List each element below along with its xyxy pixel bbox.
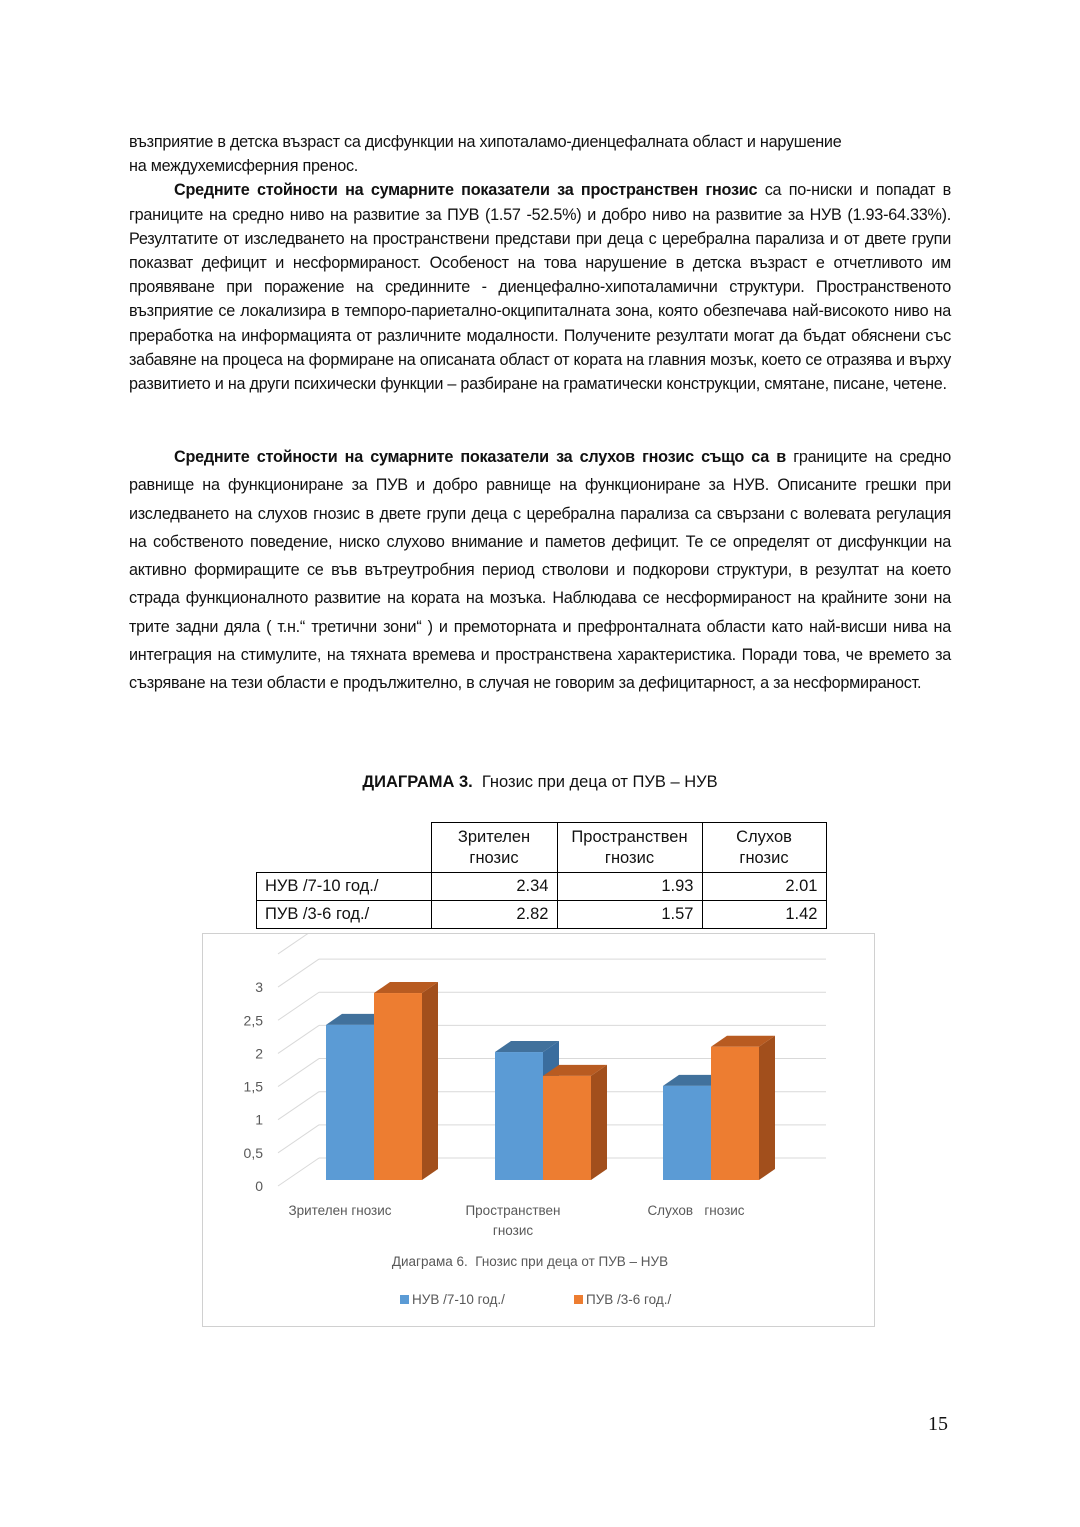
row-label: ПУВ /3-6 год./ [257,901,432,929]
paragraph-1-line-2: на междухемисферния пренос. [129,157,359,176]
gridline-side [278,959,319,987]
gridline-side [278,992,319,1020]
table-header-auditory [702,823,826,873]
legend-label: ПУВ /3-6 год./ [586,1292,672,1307]
table-cell: 1.57 [557,901,702,929]
table-row [257,873,827,901]
paragraph-2-text: са по-ниски и попадат в границите на средно ниво на развитие за ПУВ (1.57 -52.5%) и добро ниво на развитие за НУВ (1.93-64.33%). Резултатите от изследването на пространствени представи при деца с церебрална парализа и от двете групи показват дефицит и несформираност. Особеност на това нарушение в детска възраст е отчетливото им проявяване при поражение на срединните - диенцефално-хипоталамични структури. Пространственото възприятие се локализира в темпоро-париетално-окципиталната зона, която обезпечава най-високото ниво на преработка на информацията от различните модалности. Получените резултати могат да бъдат обяснени със забавяне на процеса на формиране на описаната област от кората на главния мозък, което се отразява и върху развитието и на други психически функции – разбиране на граматически конструкции, смятане, писане, четене. [129,181,951,394]
header-line: гнозис [604,849,655,867]
paragraph-1 [129,130,951,178]
table-cell: 1.93 [557,873,702,901]
legend-label: НУВ /7-10 год./ [412,1292,505,1307]
bar-chart [203,934,874,1326]
table-corner-cell [257,823,432,873]
y-tick-label: 1 [255,1111,263,1128]
bar [711,1047,759,1180]
y-tick-label: 0,5 [243,1144,263,1161]
table-header-row [257,823,827,873]
category-label: Слухов гнозис [647,1203,745,1218]
diagram-heading [0,773,1080,792]
y-tick-label: 2 [255,1045,263,1062]
bar [663,1086,711,1180]
category-label: Пространствен [465,1203,561,1218]
y-tick-label: 0 [255,1178,263,1194]
bar-side [591,1065,607,1180]
y-tick-label: 1,5 [243,1078,263,1095]
header-line: гнозис [469,849,519,867]
table-cell: 2.34 [431,873,557,901]
paragraph-1-line-1: възприятие в детска възраст са дисфункции на хипоталамо-диенцефалната област и нарушение [129,133,842,151]
gridline-side [278,934,319,954]
y-tick-label: 2,5 [243,1012,263,1029]
diagram-heading-text: Гнозис при деца от ПУВ – НУВ [472,773,718,791]
bar-side [422,982,438,1180]
table-header-spatial [557,823,702,873]
gridline-side [278,1158,319,1186]
table-header-visual [431,823,557,873]
table-row [257,901,827,929]
header-line: гнозис [739,849,789,867]
paragraph-2-bold-lead: Средните стойности на сумарните показатели за пространствен гнозис [174,181,758,200]
legend-swatch [574,1295,583,1304]
table-cell: 1.42 [702,901,826,929]
data-table [256,822,827,929]
body-text-top [129,130,951,396]
bar [374,993,422,1180]
page-number: 15 [928,1413,948,1435]
table-cell: 2.82 [431,901,557,929]
diagram-heading-number: ДИАГРАМА 3. [362,773,473,791]
legend-swatch [400,1295,409,1304]
category-label: Зрителен гнозис [288,1203,392,1218]
gridline-side [278,1059,319,1087]
table-cell: 2.01 [702,873,826,901]
paragraph-2 [129,178,951,396]
bar [495,1052,543,1180]
body-text-auditory [129,443,951,698]
category-label: гнозис [492,1223,534,1238]
row-label: НУВ /7-10 год./ [257,873,432,901]
gridline-side [278,1025,319,1053]
paragraph-3 [129,443,951,698]
header-line: Зрителен [457,828,531,846]
paragraph-3-text: границите на средно равнище на функциониране за ПУВ и добро равнище на функциониране за НУВ. Описаните грешки при изследването на слухов гнозис в двете групи деца с церебрална парализа са свързани с волевата регулация на собственото поведение, ниско слухово внимание и паметов дефицит. Те се определят от дисфункции на активно формиращите се във вътреутробния период стволови и подкорови структури, в резултат на което страда функционалното развитие на кората на мозъка. Наблюдава се несформираност на крайните зони на трите задни дяла ( т.н.“ третични зони“ ) и премоторната и префронталната области като най-висши нива на интеграция на стимулите, на тяхната времева и пространствена характеристика. Поради това, че времето за съзряване на тези области е продължително, в случая не говорим за дефицитарност, а за несформираност. [129,448,952,693]
bar [326,1025,374,1180]
bar [543,1076,591,1180]
header-line: Слухов [736,828,792,846]
header-line: Пространствен [571,828,688,846]
y-tick-label: 3 [255,979,263,996]
gridline-side [278,1125,319,1153]
gridline-side [278,1092,319,1120]
bar-side [759,1036,775,1180]
chart-area [202,933,875,1327]
chart-title: Диаграма 6. Гнозис при деца от ПУВ – НУВ [391,1254,669,1269]
paragraph-3-bold-lead: Средните стойности на сумарните показатели за слухов гнозис също са в [174,448,786,466]
